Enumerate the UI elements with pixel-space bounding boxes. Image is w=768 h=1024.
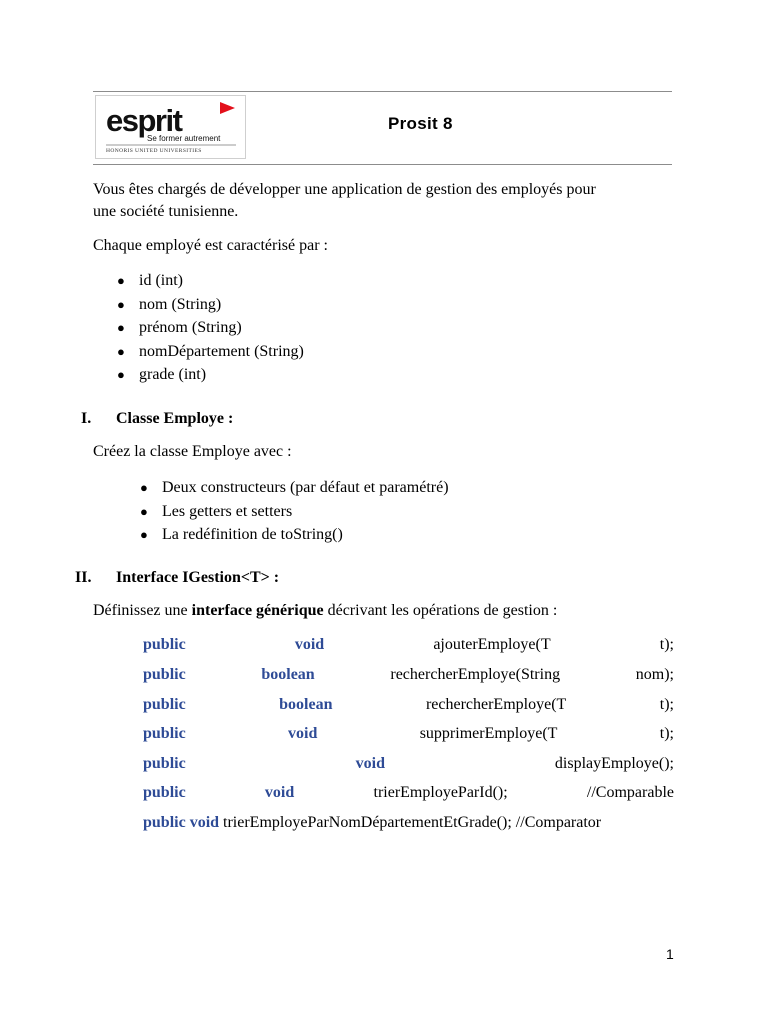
bullet-icon: ● xyxy=(140,480,148,495)
bullet-icon: ● xyxy=(140,503,148,519)
bullet-icon: ● xyxy=(117,367,125,383)
method-rechercher-t: public boolean rechercherEmploye(T t); xyxy=(143,696,674,713)
bullet-icon: ● xyxy=(117,273,125,288)
method-trier-id: public void trierEmployeParId(); //Comparable xyxy=(143,784,674,801)
list-item: ● nom (String) xyxy=(139,293,304,317)
intro-line-2: une société tunisienne. xyxy=(93,203,239,220)
esprit-logo xyxy=(95,95,246,159)
attributes-list xyxy=(117,269,304,387)
list-item: ● prénom (String) xyxy=(139,316,304,340)
section-1-number: I. xyxy=(81,410,92,427)
method-display: public void displayEmploye(); xyxy=(143,755,674,772)
attributes-intro: Chaque employé est caractérisé par : xyxy=(93,237,328,254)
list-item: ● Les getters et setters xyxy=(162,500,449,524)
section-2-heading xyxy=(75,567,375,589)
page-number: 1 xyxy=(666,946,674,962)
list-item: ● id (int) xyxy=(139,269,304,293)
section-1-intro: Créez la classe Employe avec : xyxy=(93,443,292,460)
header-bottom-rule xyxy=(93,164,672,165)
logo-wordmark: esprit xyxy=(106,103,182,138)
method-ajouter: public void ajouterEmploye(T t); xyxy=(143,636,674,653)
interface-generique-emphasis: interface générique xyxy=(191,602,324,619)
intro-paragraph xyxy=(93,179,596,223)
bullet-icon: ● xyxy=(117,296,125,312)
method-rechercher-string: public boolean rechercherEmploye(String nom); xyxy=(143,666,674,683)
list-item: ● La redéfinition de toString() xyxy=(162,523,449,547)
list-item: ● grade (int) xyxy=(139,363,304,387)
document-title: Prosit 8 xyxy=(388,114,453,133)
method-supprimer: public void supprimerEmploye(T t); xyxy=(143,725,674,742)
section-1-list xyxy=(140,476,449,547)
logo-footer: HONORIS UNITED UNIVERSITIES xyxy=(106,148,202,154)
section-1-heading xyxy=(81,408,381,430)
bullet-icon: ● xyxy=(117,343,125,359)
section-1-title: Classe Employe : xyxy=(116,410,234,427)
section-2-intro: Définissez une interface générique décrivant les opérations de gestion : xyxy=(93,602,558,619)
list-item: ● nomDépartement (String) xyxy=(139,340,304,364)
bullet-icon: ● xyxy=(140,527,148,543)
list-item: ● Deux constructeurs (par défaut et paramétré) xyxy=(162,476,449,500)
method-trier-departement-grade: public void trierEmployeParNomDépartementEtGrade(); //Comparator xyxy=(143,814,602,831)
logo-flag-icon xyxy=(220,102,235,114)
top-rule xyxy=(93,91,672,92)
section-2-number: II. xyxy=(75,569,92,586)
logo-tagline: Se former autrement xyxy=(147,134,221,143)
section-2-title: Interface IGestion<T> : xyxy=(116,569,280,586)
intro-line-1: Vous êtes chargés de développer une application de gestion des employés pour xyxy=(93,181,596,198)
bullet-icon: ● xyxy=(117,320,125,336)
